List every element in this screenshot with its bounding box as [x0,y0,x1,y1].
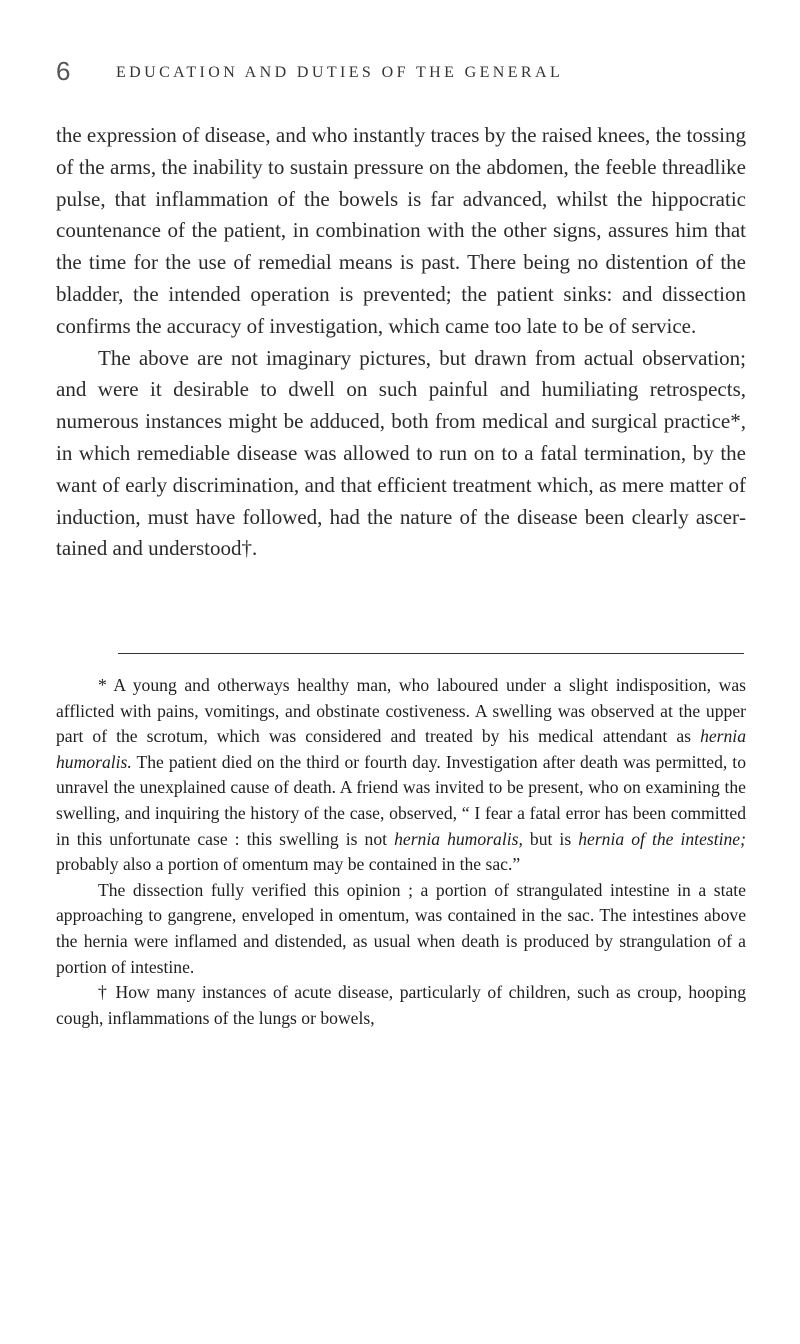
running-head: EDUCATION AND DUTIES OF THE GENERAL [116,64,564,81]
page-header [56,56,746,96]
footnote-1-italic-2: hernia humoralis, [394,828,523,849]
page-number: 6 [56,56,71,86]
footnotes [56,673,746,1031]
body-paragraph-2: The above are not imaginary pictures, but drawn from actual observation; and were it desirable to dwell on such painful and humiliating retrospects, numerous instances might be adduced, both from medical and surgical practice*, in which remediable disease was allowed to run on to a fatal termination, by the want of early discrimination, and that efficient treatment which, as mere matter of induction, must have followed, had the nature of the disease been clearly ascertained and understood†. [56,345,746,561]
footnote-1 [56,673,746,878]
footnote-1-text-b: The patient died on the third or fourth day. Investigation after death was permitted, to unravel the unexplained cause of death. A friend was invited to be present, who on examining the swelling, and inquiring the history of the case, observed, “ I fear a fatal error has been committed in this unfortunate case : this swelling is not [56,751,746,849]
footnote-divider [118,653,744,654]
footnote-1-text-c: but is [522,828,579,849]
footnote-1-continuation: The dissection fully verified this opinion ; a portion of strangulated intestine in a state approaching to gangrene, enveloped in omentum, was contained in the sac. The intestines above the hernia were inflamed and distended, as usual when death is produced by strangulation of a portion of intestine. [56,879,746,977]
body-paragraph-1: the expression of disease, and who instantly traces by the raised knees, the tossing of the arms, the inability to sustain pressure on the abdomen, the feeble threadlike pulse, that inflammation of the bowels is far advanced, whilst the hippocratic countenance of the patient, in combination with the other signs, assures him that the time for the use of remedial means is past. There being no distention of the bladder, the intended operation is prevented; the patient sinks: and dissection confirms the accuracy of investigation, which came too late to be of service. [56,123,746,338]
main-text [56,120,746,565]
footnote-2: † How many instances of acute disease, particularly of children, such as croup, hooping cough, inflammations of the lungs or bowels, [56,982,746,1028]
footnote-1-text-a: * A young and otherways healthy man, who laboured under a slight indisposition, was afflicted with pains, vomitings, and obstinate costiveness. A swelling was observed at the upper part of the scrotum, which was considered and treated by his medical attendant as [56,675,746,747]
footnote-1-italic-3: hernia of the intestine; [578,828,746,849]
footnote-1-italic-1: hernia humoralis. [56,726,746,772]
footnote-1-text-d: probably also a portion of omentum may be contained in the sac.” [56,854,521,875]
